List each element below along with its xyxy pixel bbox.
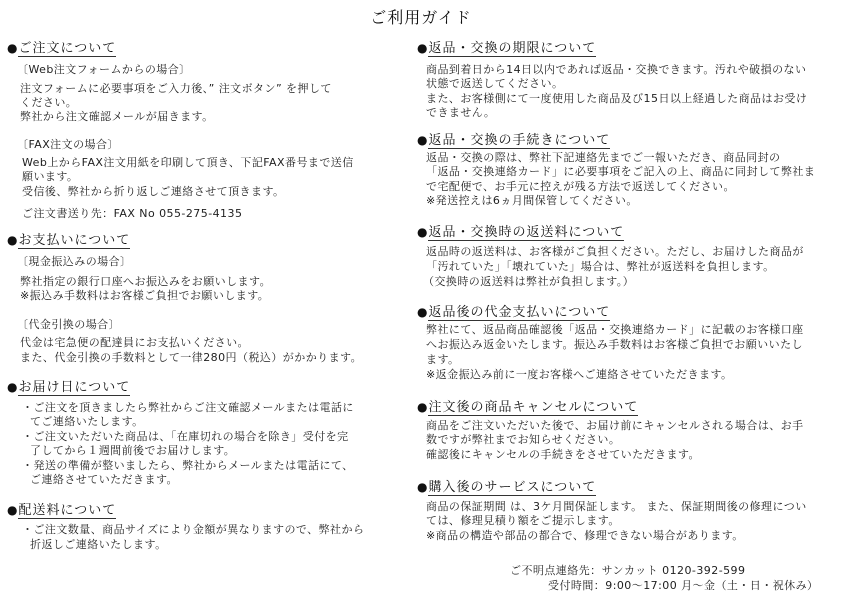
section-heading-text: お支払いについて — [18, 233, 131, 248]
section-heading-payment — [7, 232, 130, 249]
body-line: で宅配便で、お手元に控えが残る方法で返送してください。 — [426, 180, 735, 193]
bullet-icon — [7, 40, 17, 56]
section-heading-text: お届け日について — [18, 380, 131, 395]
contact-hours: 受付時間：9:00～17:00 月～金（土・日・祝休み） — [548, 579, 819, 592]
body-line: ては、修理見積り額をご提示します。 — [426, 514, 620, 527]
section-heading-order — [7, 40, 116, 57]
body-line: 数ですが弊社までお知らせください。 — [426, 433, 621, 446]
section-heading-return-shipping — [417, 224, 624, 241]
body-line: 注文フォームに必要事項をご入力後、” 注文ボタン” を押して — [20, 82, 332, 95]
bullet-icon — [7, 502, 17, 518]
body-line: 返品時の返送料は、お客様がご負担ください。ただし、お届けした商品が — [426, 245, 804, 258]
body-line: へお振込み返金いたします。振込み手数料はお客様ご負担でお願いいたし — [426, 338, 803, 351]
body-line: ・ご注文いただいた商品は、「在庫切れの場合を除き」受付を完 — [22, 430, 349, 443]
body-line: 商品到着日から14日以内であれば返品・交換できます。汚れや破損のない — [426, 63, 807, 76]
section-heading-text: 注文後の商品キャンセルについて — [428, 400, 639, 415]
subsection-label-web: 〔Web注文フォームからの場合〕 — [17, 63, 191, 76]
body-line: ください。 — [20, 96, 78, 109]
section-heading-refund — [417, 304, 610, 321]
section-heading-delivery — [7, 379, 130, 396]
body-line: また、代金引換の手数料として一律280円（税込）がかかります。 — [20, 351, 363, 364]
section-heading-text: 返品・交換時の返送料について — [428, 225, 625, 240]
body-line: 「返品・交換連絡カード」に必要事項をご記入の上、商品に同封して弊社ま — [426, 165, 816, 178]
section-heading-cancel — [417, 399, 638, 416]
bullet-icon — [417, 224, 427, 240]
body-line: 商品をご注文いただいた後で、お届け前にキャンセルされる場合は、お手 — [426, 419, 804, 432]
bullet-icon — [7, 232, 17, 248]
section-heading-text: 返品後の代金支払いについて — [428, 305, 611, 320]
body-line: 「汚れていた」「壊れていた」場合は、弊社が返送料を負担します。 — [426, 260, 775, 273]
subsection-label-fax: 〔FAX注文の場合〕 — [17, 138, 119, 151]
body-line: ・発送の準備が整いましたら、弊社からメールまたは電話にて、 — [22, 459, 354, 472]
body-line: Web上からFAX注文用紙を印刷して頂き、下記FAX番号まで送信 — [22, 156, 354, 169]
body-line: 弊社から注文確認メールが届きます。 — [20, 110, 214, 123]
body-line: できません。 — [426, 106, 496, 119]
contact-phone: ご不明点連絡先：サンカット 0120-392-599 — [510, 564, 746, 577]
section-heading-text: 購入後のサービスについて — [428, 480, 597, 495]
body-line: 商品の保証期間 は、3ケ月間保証します。 また、保証期間後の修理につい — [426, 500, 807, 513]
body-line: 確認後にキャンセルの手続きをさせていただきます。 — [426, 448, 700, 461]
bullet-icon — [417, 132, 427, 148]
bullet-icon — [417, 479, 427, 495]
body-line: 願います。 — [22, 170, 79, 183]
body-line: 了してから１週間前後でお届けします。 — [30, 444, 236, 457]
body-line: ・ご注文を頂きましたら弊社からご注文確認メールまたは電話に — [22, 401, 354, 414]
body-line: ご連絡させていただきます。 — [30, 473, 178, 486]
fax-address: ご注文書送り先：FAX No 055-275-4135 — [22, 207, 243, 220]
body-line: 弊社にて、返品商品確認後「返品・交換連絡カード」に記載のお客様口座 — [426, 323, 804, 336]
section-heading-shipping-fee — [7, 502, 116, 519]
body-line: 弊社指定の銀行口座へお振込みをお願いします。 — [20, 275, 272, 288]
subsection-label-cash: 〔現金振込みの場合〕 — [17, 255, 132, 268]
subsection-label-cod: 〔代金引換の場合〕 — [17, 318, 121, 331]
page-title: ご利用ガイド — [370, 8, 472, 27]
body-line: ※発送控えは6ヵ月間保管してください。 — [426, 194, 638, 207]
bullet-icon — [417, 304, 427, 320]
body-line: ※返金振込み前に一度お客様へご連絡させていただきます。 — [426, 368, 733, 381]
body-line: 返品・交換の際は、弊社下記連絡先までご一報いただき、商品同封の — [426, 151, 781, 164]
section-heading-text: 返品・交換の手続きについて — [428, 133, 611, 148]
bullet-icon — [417, 40, 427, 56]
body-line: てご連絡いたします。 — [30, 415, 144, 428]
section-heading-text: 返品・交換の期限について — [428, 41, 597, 56]
section-heading-text: 配送料について — [18, 503, 117, 518]
section-heading-text: ご注文について — [18, 41, 117, 56]
body-line: 受信後、弊社から折り返しご連絡させて頂きます。 — [22, 185, 285, 198]
body-line: ※振込み手数料はお客様ご負担でお願いします。 — [20, 289, 270, 302]
body-line: ・ご注文数量、商品サイズにより金額が異なりますので、弊社から — [22, 523, 365, 536]
body-line: （交換時の返送料は弊社が負担します。） — [423, 275, 635, 288]
body-line: ※商品の構造や部品の都合で、修理できない場合があります。 — [426, 529, 744, 542]
body-line: また、お客様側にて一度使用した商品及び15日以上経過した商品はお受け — [426, 92, 808, 105]
body-line: 状態で返送してください。 — [426, 77, 564, 90]
body-line: 折返しご連絡いたします。 — [30, 538, 167, 551]
body-line: ます。 — [426, 353, 460, 366]
section-heading-return-procedure — [417, 132, 610, 149]
bullet-icon — [7, 379, 17, 395]
bullet-icon — [417, 399, 427, 415]
section-heading-return-period — [417, 40, 596, 57]
section-heading-after-service — [417, 479, 596, 496]
body-line: 代金は宅急便の配達員にお支払いください。 — [20, 336, 249, 349]
